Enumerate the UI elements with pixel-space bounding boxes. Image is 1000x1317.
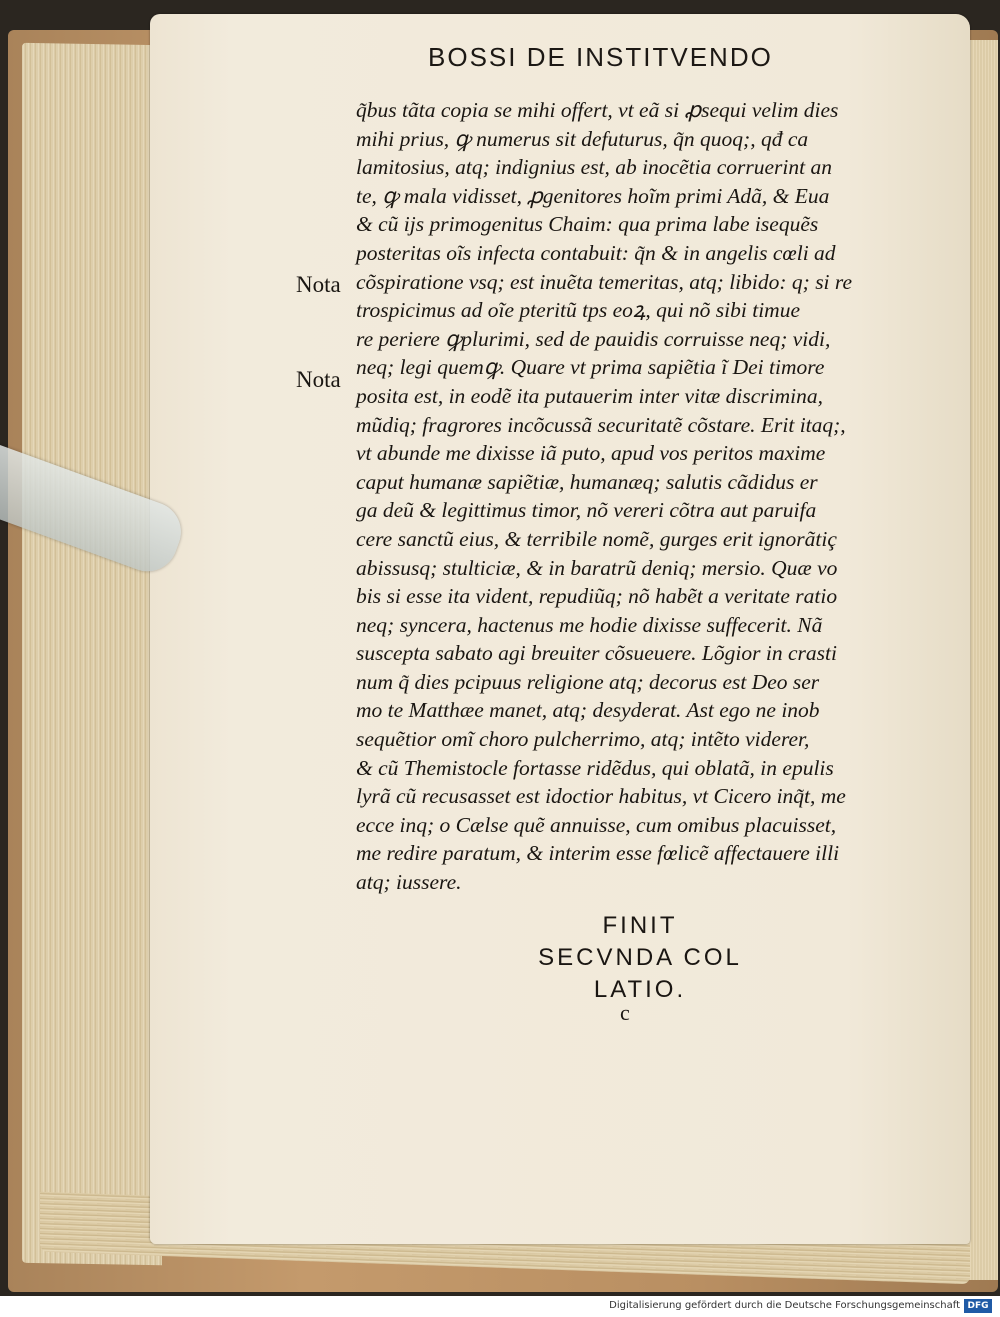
text-line: neq; legi quemꝙ. Quare vt prima sapiẽtia ĩ Dei timore: [356, 355, 825, 380]
explicit-line: FINIT: [602, 912, 678, 939]
marginal-note: Nota: [296, 272, 341, 297]
running-head: BOSSI DE INSTITVENDO: [428, 42, 773, 72]
text-line: mũdiq; fragrores incõcussã securitatẽ cõstare. Erit itaq;,: [356, 412, 846, 437]
explicit-line: LATIO.: [593, 976, 687, 1003]
explicit-colophon: [500, 910, 780, 1006]
text-line: suscepta sabato agi breuiter cõsueuere. Lõgior in crasti: [356, 641, 837, 666]
left-page-edges: [22, 43, 162, 1265]
body-text: [356, 96, 926, 897]
text-line: lamitosius, atq; indignius est, ab inocẽtia corruerint an: [356, 155, 832, 180]
text-line: mo te Matthæe manet, atq; desyderat. Ast ego ne inob: [356, 698, 820, 723]
text-line: & cũ Themistocle fortasse ridẽdus, qui oblatã, in epulis: [356, 755, 834, 780]
text-line: posteritas oĩs infecta contabuit: q̃n & in angelis cœli ad: [356, 240, 836, 265]
text-line: caput humanæ sapiẽtiæ, humanæq; salutis cãdidus er: [356, 469, 818, 494]
text-line: me redire paratum, & interim esse fœlicẽ affectauere illi: [356, 841, 840, 866]
text-line: neq; syncera, hactenus me hodie dixisse suffecerit. Nã: [356, 612, 823, 637]
text-line: atq; iussere.: [356, 870, 462, 895]
text-line: cõspiratione vsq; est inuẽta temeritas, atq; libido: q; si re: [356, 269, 853, 294]
text-line: ecce inq; o Cælse quẽ annuisse, cum omibus placuisset,: [356, 812, 837, 837]
right-page-edges: [966, 40, 998, 1280]
signature-mark: c: [620, 1000, 630, 1025]
text-line: vt abunde me dixisse iã puto, apud vos peritos maxime: [356, 441, 826, 466]
text-line: ga deũ & legittimus timor, nõ vereri cõtra aut paruifa: [356, 498, 817, 523]
text-line: lyrã cũ recusasset est idoctior habitus, vt Cicero inq̃t, me: [356, 784, 846, 809]
dfg-logo: DFG: [964, 1299, 992, 1313]
text-line: num q̃ dies pcipuus religione atq; decorus est Deo ser: [356, 669, 820, 694]
text-line: sequẽtior omĩ choro pulcherrimo, atq; intẽto viderer,: [356, 727, 810, 752]
text-line: trospicimus ad oĩe pteritũ tps eoꝝ, qui nõ sibi timue: [356, 298, 801, 323]
marginal-note: Nota: [296, 367, 341, 392]
text-line: posita est, in eodẽ ita putauerim inter vitæ discrimina,: [356, 383, 823, 408]
text-line: mihi prius, ꝙ numerus sit defuturus, q̃n quoq;, qđ ca: [356, 126, 809, 151]
text-line: te, ꝙ mala vidisset, ꝓgenitores hoĩm primi Adã, & Eua: [356, 183, 830, 208]
text-line: q̃bus tãta copia se mihi offert, vt eã si ꝓsequi velim dies: [356, 98, 839, 122]
explicit-line: SECVNDA COL: [538, 944, 742, 971]
text-line: re periere ꝙplurimi, sed de pauidis corruisse neq; vidi,: [356, 326, 831, 351]
text-line: & cũ ijs primogenitus Chaim: qua prima labe isequẽs: [356, 212, 819, 237]
text-line: cere sanctũ eius, & terribile nomẽ, gurges erit ignorãtiç: [356, 526, 837, 551]
text-line: bis si esse ita vident, repudiũq; nõ habẽt a veritate ratio: [356, 584, 838, 609]
text-line: abissusq; stulticiæ, & in baratrũ deniq; mersio. Quæ vo: [356, 555, 838, 580]
footer-bar: [0, 1296, 1000, 1317]
funding-credit: Digitalisierung gefördert durch die Deutsche Forschungsgemeinschaft: [609, 1300, 960, 1311]
